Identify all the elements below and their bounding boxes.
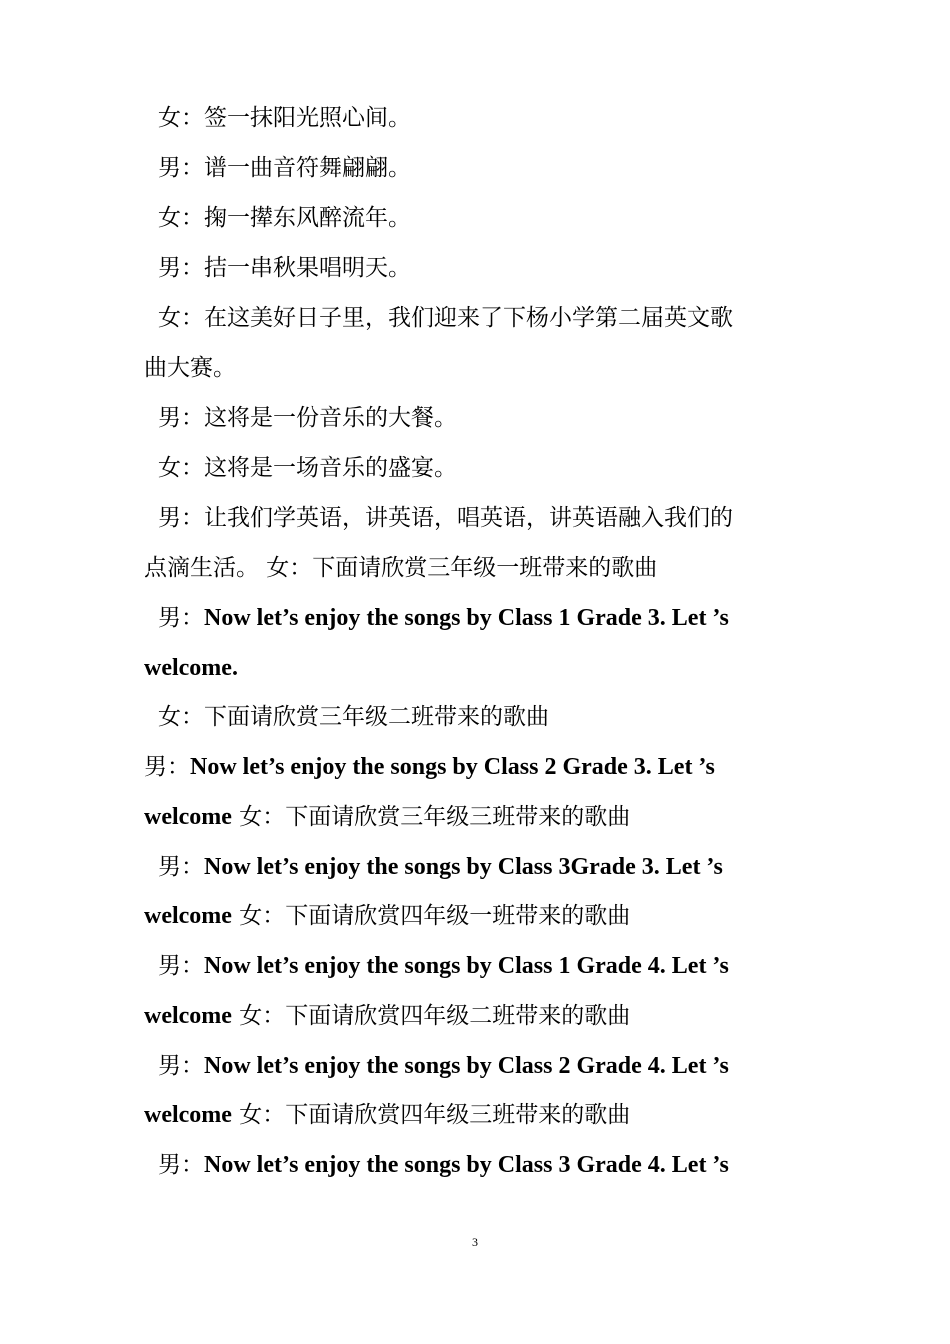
script-line: 女：下面请欣赏三年级二班带来的歌曲 [158,704,549,730]
script-line [144,653,238,683]
chinese-text: 女：下面请欣赏四年级一班带来的歌曲 [231,903,631,929]
english-text: welcome [144,903,232,929]
script-line [158,951,729,981]
english-text: Now let’s enjoy the songs by Class 2 Grade 4. Let ’s [204,1053,729,1079]
english-text: Now let’s enjoy the songs by Class 2 Grade 3. Let ’s [190,754,715,780]
english-text: welcome [144,804,232,830]
speaker-label: 男： [158,953,204,979]
script-line [144,1001,630,1031]
speaker-label: 男： [144,754,190,780]
script-line [144,901,630,931]
chinese-text: 女：下面请欣赏三年级三班带来的歌曲 [231,804,631,830]
english-text: welcome. [144,655,238,681]
english-text: Now let’s enjoy the songs by Class 3 Grade 4. Let ’s [204,1152,729,1178]
script-line [158,1051,729,1081]
script-line: 男：拮一串秋果唱明天。 [158,255,411,281]
speaker-label: 男： [158,605,204,631]
script-line [158,603,729,633]
script-line: 男：这将是一份音乐的大餐。 [158,405,457,431]
script-line: 女：掬一撵东风醉流年。 [158,205,411,231]
script-line: 点滴生活。 女：下面请欣赏三年级一班带来的歌曲 [144,555,658,581]
speaker-label: 男： [158,1152,204,1178]
script-line [144,802,630,832]
script-line [158,852,723,882]
english-text: welcome [144,1102,232,1128]
script-line [158,1150,729,1180]
script-line: 男：谱一曲音符舞翩翩。 [158,155,411,181]
speaker-label: 男： [158,1053,204,1079]
chinese-text: 女：下面请欣赏四年级三班带来的歌曲 [231,1102,631,1128]
script-line [144,752,715,782]
script-line: 曲大赛。 [144,355,236,381]
english-text: Now let’s enjoy the songs by Class 1 Grade 4. Let ’s [204,953,729,979]
english-text: Now let’s enjoy the songs by Class 1 Grade 3. Let ’s [204,605,729,631]
english-text: welcome [144,1003,232,1029]
speaker-label: 男： [158,854,204,880]
script-line: 女：在这美好日子里，我们迎来了下杨小学第二届英文歌 [158,305,733,331]
script-line: 女：签一抹阳光照心间。 [158,105,411,131]
script-line: 女：这将是一场音乐的盛宴。 [158,455,457,481]
script-line: 男：让我们学英语，讲英语，唱英语，讲英语融入我们的 [158,505,733,531]
english-text: Now let’s enjoy the songs by Class 3Grade 3. Let ’s [204,854,723,880]
script-line [144,1100,630,1130]
chinese-text: 女：下面请欣赏四年级二班带来的歌曲 [231,1003,631,1029]
page-number: 3 [472,1235,478,1249]
